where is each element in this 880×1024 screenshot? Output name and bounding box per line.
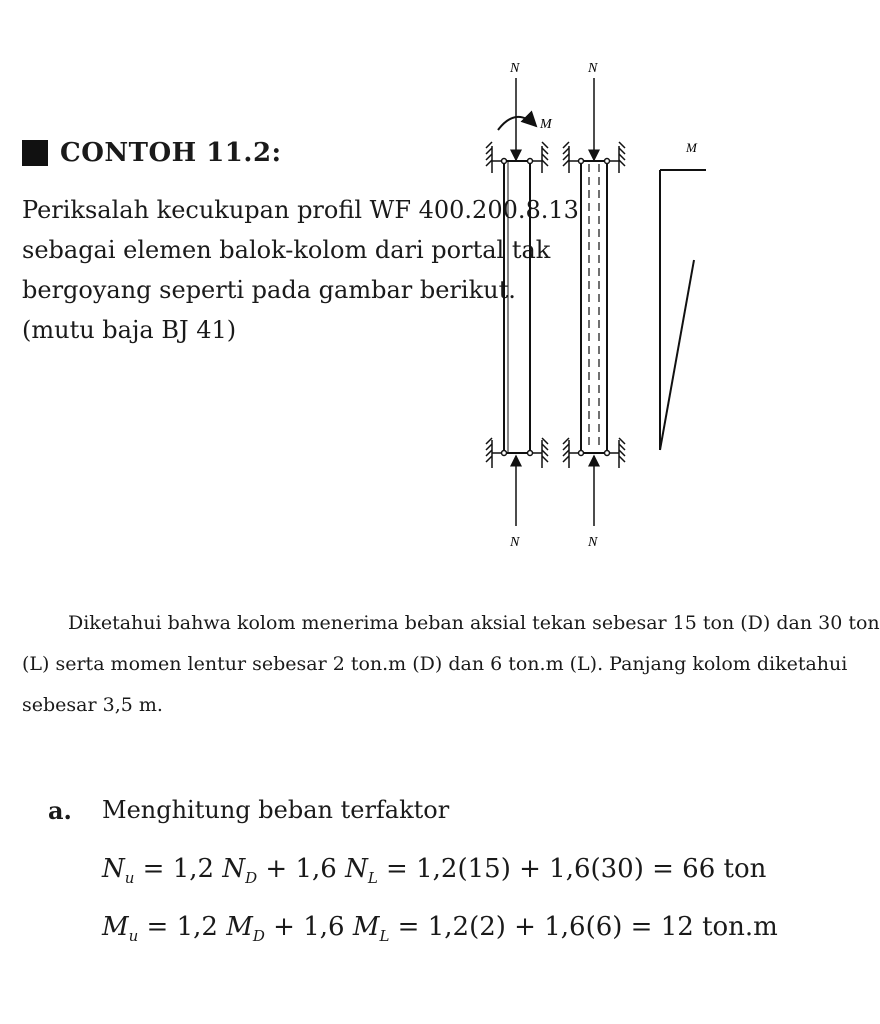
eq-symbol: N <box>102 854 125 884</box>
equation-nu <box>102 854 766 887</box>
label-n-bottom-left: N <box>510 535 520 550</box>
eq-symbol: M <box>226 912 253 942</box>
eq-subscript: u <box>128 927 139 945</box>
intro-line: Periksalah kecukupan profil WF 400.200.8.13 <box>22 196 579 224</box>
label-n-top-left: N <box>510 61 520 76</box>
eq-subscript: u <box>124 869 135 887</box>
problem-line: sebesar 3,5 m. <box>22 694 163 716</box>
support-top-left <box>486 142 548 173</box>
problem-line: Diketahui bahwa kolom menerima beban aksial tekan sebesar 15 ton (D) dan 30 ton <box>68 612 880 634</box>
eq-subscript: D <box>245 869 258 887</box>
intro-line: sebagai elemen balok-kolom dari portal tak <box>22 236 551 264</box>
intro-text <box>22 190 579 350</box>
label-n-bottom-right: N <box>588 535 598 550</box>
step-letter: a. <box>48 796 72 825</box>
eq-text: = 1,2(15) + 1,6(30) = 66 ton <box>377 854 767 884</box>
label-moment: M <box>540 117 552 132</box>
eq-text: = 1,2(2) + 1,6(6) = 12 ton.m <box>389 912 778 942</box>
eq-subscript: D <box>252 927 265 945</box>
label-moment-diagram: M <box>686 140 697 155</box>
left-column <box>504 161 530 453</box>
eq-text: + 1,6 <box>257 854 346 884</box>
right-column <box>581 161 607 453</box>
eq-symbol: M <box>102 912 129 942</box>
eq-symbol: N <box>345 854 368 884</box>
eq-subscript: L <box>379 927 390 945</box>
eq-text: = 1,2 <box>138 912 227 942</box>
label-n-top-right: N <box>588 61 598 76</box>
eq-symbol: M <box>352 912 380 942</box>
problem-line: (L) serta momen lentur sebesar 2 ton.m (D) dan 6 ton.m (L). Panjang kolom diketahui <box>22 653 848 675</box>
example-heading <box>22 138 282 168</box>
moment-arc <box>498 117 536 130</box>
problem-statement <box>22 603 880 726</box>
intro-line: (mutu baja BJ 41) <box>22 316 237 344</box>
intro-line: bergoyang seperti pada gambar berikut. <box>22 276 516 304</box>
equation-mu <box>102 912 778 945</box>
step-a <box>48 796 778 945</box>
eq-subscript: L <box>367 869 378 887</box>
step-heading <box>48 796 748 825</box>
heading-square-bullet <box>22 140 48 166</box>
eq-text: + 1,6 <box>264 912 353 942</box>
step-title: Menghitung beban terfaktor <box>102 796 450 824</box>
beam-column-figure <box>470 48 730 548</box>
eq-symbol: N <box>222 854 246 884</box>
example-title: CONTOH 11.2: <box>60 138 282 168</box>
moment-diagram <box>660 170 706 450</box>
eq-text: = 1,2 <box>134 854 223 884</box>
